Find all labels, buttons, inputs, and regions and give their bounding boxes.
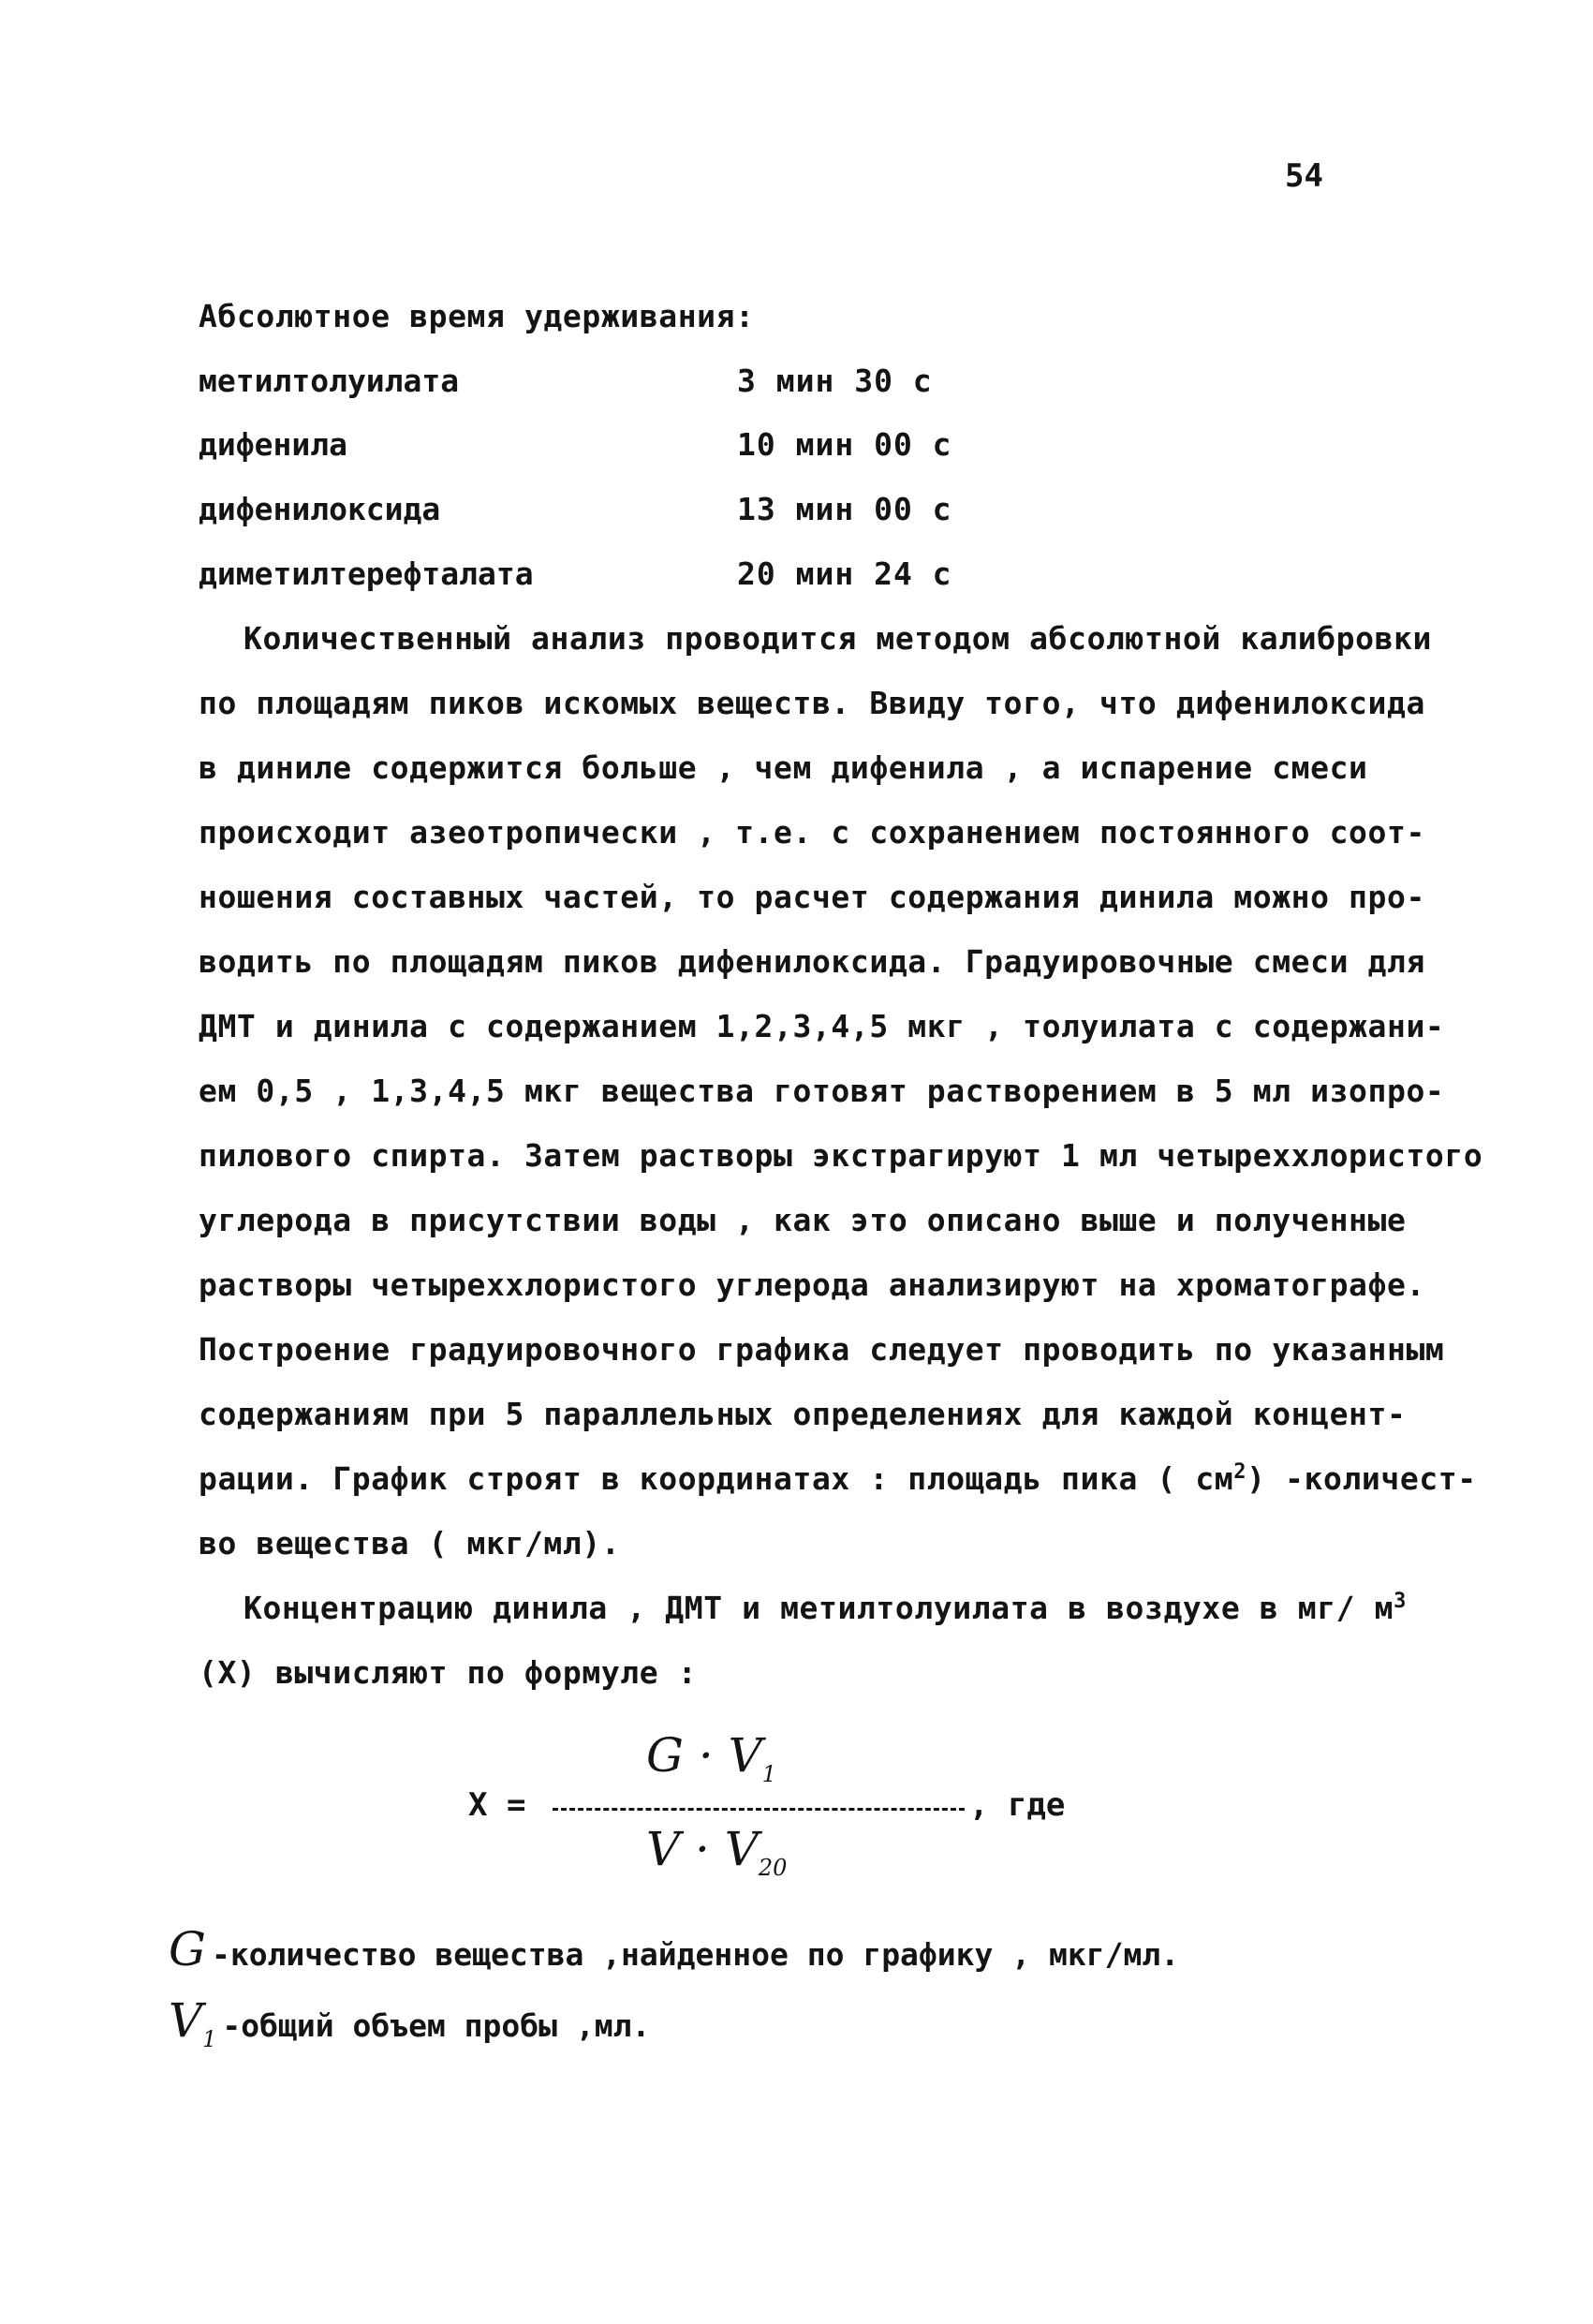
paragraph-text: ) -количест- [1246,1460,1477,1497]
paragraph-line: водить по площадям пиков дифенилоксида. Градуировочные смеси для [199,943,1425,980]
formula-numerator: $G \cdot V_1$ [646,1728,777,1787]
definition-item [169,1922,1179,1976]
compound-name: дифенила [199,426,347,463]
paragraph-line: ДМТ и динила с содержанием 1,2,3,4,5 мкг , толуилата с содержани- [199,1008,1445,1044]
retention-time: 3 мин 30 с [737,363,933,399]
paragraph-line [199,1460,1477,1497]
paragraph-line: Построение градуировочного графика следует проводить по указанным [199,1331,1445,1368]
paragraph-line: углерода в присутствии воды , как это описано выше и полученные [199,1202,1407,1238]
paragraph-line [243,1590,1407,1626]
paragraph-text: рации. График строят в координатах : площадь пика ( см [199,1460,1234,1497]
formula [459,1728,1114,1897]
retention-time: 10 мин 00 с [737,426,952,463]
paragraph-line: происходит азеотропически , т.е. с сохранением постоянного соот- [199,814,1425,851]
paragraph-line: (X) вычисляют по формуле : [199,1654,698,1691]
paragraph-line: содержаниям при 5 параллельных определениях для каждой концент- [199,1396,1407,1432]
paragraph-line: растворы четыреххлористого углерода анализируют на хроматографе. [199,1266,1425,1303]
paragraph-text: Концентрацию динила , ДМТ и метилтолуилата в воздухе в мг/ м [243,1590,1394,1626]
paragraph-line: пилового спирта. Затем растворы экстрагируют 1 мл четыреххлористого [199,1137,1483,1174]
compound-name: дифенилоксида [199,491,441,527]
definition-symbol: $V_1$ [169,1993,217,2052]
formula-lhs: X = [468,1786,526,1824]
paragraph-line: во вещества ( мкг/мл). [199,1525,621,1562]
definition-item [169,1993,650,2052]
retention-time: 20 мин 24 с [737,555,952,592]
superscript: 3 [1394,1590,1407,1613]
paragraph-line: Количественный анализ проводится методом абсолютной калибровки [243,620,1432,657]
paragraph-line: в диниле содержится больше , чем дифенила , а испарение смеси [199,749,1368,786]
paragraph-line: ем 0,5 , 1,3,4,5 мкг вещества готовят растворением в 5 мл изопро- [199,1073,1445,1109]
paragraph-line: ношения составных частей, то расчет содержания динила можно про- [199,879,1425,915]
fraction-bar [553,1808,965,1811]
retention-heading: Абсолютное время удерживания: [199,298,755,334]
compound-name: диметилтерефталата [199,555,534,592]
retention-time: 13 мин 00 с [737,491,952,527]
superscript: 2 [1233,1460,1247,1484]
compound-name: метилтолуилата [199,363,460,399]
paragraph-line: по площадям пиков искомых веществ. Ввиду того, что дифенилоксида [199,685,1425,721]
page-number: 54 [1285,157,1323,195]
formula-denominator: $V \cdot V_{20}$ [646,1822,788,1881]
formula-tail: , где [969,1786,1066,1824]
definition-text: -общий объем пробы ,мл. [222,2007,651,2044]
definition-symbol: G [169,1922,206,1976]
definition-text: -количество вещества ,найденное по графику , мкг/мл. [211,1936,1180,1973]
